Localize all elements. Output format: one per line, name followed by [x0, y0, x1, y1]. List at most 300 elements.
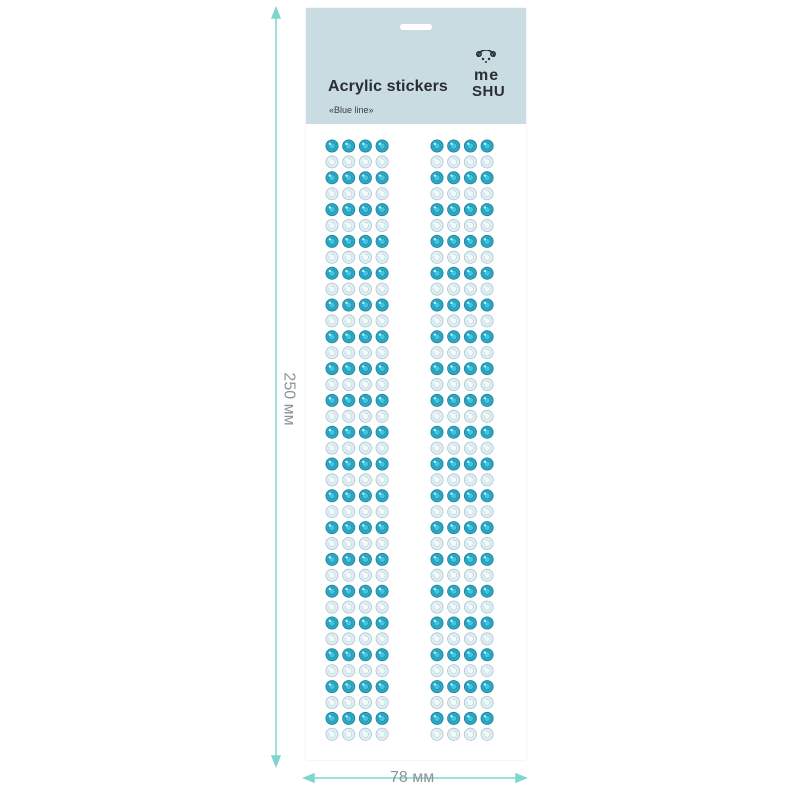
blue-gem [481, 204, 493, 216]
blue-gem [359, 363, 371, 375]
blue-gem [326, 331, 338, 343]
clear-gem [359, 347, 371, 359]
clear-gem [359, 442, 371, 454]
blue-gem [376, 553, 388, 565]
blue-gem [448, 712, 460, 724]
blue-gem [448, 585, 460, 597]
blue-gem [326, 585, 338, 597]
clear-gem [481, 251, 493, 263]
clear-gem [326, 156, 338, 168]
clear-gem [464, 251, 476, 263]
clear-gem [464, 696, 476, 708]
blue-gem [464, 585, 476, 597]
clear-gem [343, 569, 355, 581]
clear-gem [464, 410, 476, 422]
clear-gem [464, 506, 476, 518]
clear-gem [481, 410, 493, 422]
clear-gem [464, 283, 476, 295]
blue-gem [343, 426, 355, 438]
blue-gem [343, 140, 355, 152]
blue-gem [431, 140, 443, 152]
blue-gem [359, 458, 371, 470]
blue-gem [359, 490, 371, 502]
blue-gem [481, 172, 493, 184]
clear-gem [326, 537, 338, 549]
clear-gem [359, 219, 371, 231]
blue-gem [448, 204, 460, 216]
blue-gem [464, 204, 476, 216]
blue-gem [326, 140, 338, 152]
blue-gem [481, 331, 493, 343]
clear-gem [448, 506, 460, 518]
blue-gem [431, 458, 443, 470]
clear-gem [326, 601, 338, 613]
clear-gem [431, 474, 443, 486]
blue-gem [464, 267, 476, 279]
blue-gem [343, 553, 355, 565]
blue-gem [464, 331, 476, 343]
clear-gem [464, 156, 476, 168]
blue-gem [376, 267, 388, 279]
clear-gem [481, 665, 493, 677]
clear-gem [326, 251, 338, 263]
clear-gem [481, 442, 493, 454]
blue-gem [376, 712, 388, 724]
clear-gem [359, 474, 371, 486]
clear-gem [343, 378, 355, 390]
product-title: Acrylic stickers [328, 78, 448, 95]
clear-gem [343, 506, 355, 518]
blue-gem [431, 331, 443, 343]
blue-gem [326, 235, 338, 247]
clear-gem [326, 410, 338, 422]
blue-gem [376, 363, 388, 375]
blue-gem [448, 617, 460, 629]
blue-gem [343, 363, 355, 375]
clear-gem [343, 442, 355, 454]
blue-gem [481, 681, 493, 693]
clear-gem [464, 601, 476, 613]
blue-gem [343, 394, 355, 406]
clear-gem [431, 315, 443, 327]
clear-gem [359, 410, 371, 422]
clear-gem [431, 156, 443, 168]
blue-gem [448, 649, 460, 661]
blue-gem [343, 458, 355, 470]
clear-gem [464, 442, 476, 454]
blue-gem [376, 172, 388, 184]
blue-gem [448, 331, 460, 343]
clear-gem [376, 537, 388, 549]
clear-gem [481, 219, 493, 231]
clear-gem [464, 537, 476, 549]
blue-gem [448, 267, 460, 279]
clear-gem [343, 347, 355, 359]
blue-gem [431, 426, 443, 438]
clear-gem [376, 251, 388, 263]
blue-gem [481, 140, 493, 152]
blue-gem [464, 363, 476, 375]
clear-gem [464, 315, 476, 327]
blue-gem [359, 585, 371, 597]
clear-gem [376, 156, 388, 168]
clear-gem [431, 601, 443, 613]
blue-gem [448, 299, 460, 311]
blue-gem [481, 299, 493, 311]
clear-gem [448, 728, 460, 740]
blue-gem [431, 394, 443, 406]
blue-gem [376, 331, 388, 343]
blue-gem [464, 522, 476, 534]
blue-gem [431, 617, 443, 629]
blue-gem [431, 363, 443, 375]
clear-gem [343, 219, 355, 231]
clear-gem [376, 728, 388, 740]
clear-gem [464, 219, 476, 231]
blue-gem [376, 617, 388, 629]
blue-gem [359, 649, 371, 661]
blue-gem [431, 235, 443, 247]
blue-gem [343, 522, 355, 534]
clear-gem [359, 537, 371, 549]
clear-gem [343, 410, 355, 422]
blue-gem [343, 617, 355, 629]
clear-gem [326, 219, 338, 231]
blue-gem [431, 585, 443, 597]
clear-gem [481, 283, 493, 295]
blue-gem [481, 394, 493, 406]
blue-gem [448, 681, 460, 693]
clear-gem [326, 696, 338, 708]
clear-gem [326, 506, 338, 518]
clear-gem [481, 378, 493, 390]
clear-gem [448, 410, 460, 422]
clear-gem [376, 378, 388, 390]
blue-gem [326, 522, 338, 534]
clear-gem [359, 188, 371, 200]
clear-gem [481, 537, 493, 549]
blue-gem [464, 553, 476, 565]
blue-gem [359, 172, 371, 184]
clear-gem [326, 378, 338, 390]
blue-gem [448, 363, 460, 375]
blue-gem [376, 426, 388, 438]
clear-gem [481, 347, 493, 359]
clear-gem [481, 601, 493, 613]
clear-gem [376, 506, 388, 518]
clear-gem [376, 283, 388, 295]
clear-gem [481, 633, 493, 645]
blue-gem [359, 617, 371, 629]
product-subtitle: «Blue line» [329, 105, 374, 115]
clear-gem [448, 347, 460, 359]
clear-gem [448, 251, 460, 263]
clear-gem [481, 156, 493, 168]
clear-gem [326, 283, 338, 295]
clear-gem [359, 315, 371, 327]
clear-gem [431, 347, 443, 359]
clear-gem [376, 219, 388, 231]
blue-gem [464, 490, 476, 502]
clear-gem [431, 442, 443, 454]
clear-gem [343, 474, 355, 486]
clear-gem [326, 728, 338, 740]
clear-gem [481, 188, 493, 200]
clear-gem [376, 188, 388, 200]
clear-gem [326, 188, 338, 200]
blue-gem [343, 681, 355, 693]
blue-gem [326, 204, 338, 216]
height-dimension-label: 250 мм [280, 372, 298, 426]
blue-gem [359, 522, 371, 534]
blue-gem [376, 299, 388, 311]
clear-gem [326, 633, 338, 645]
blue-gem [464, 394, 476, 406]
clear-gem [343, 728, 355, 740]
blue-gem [448, 458, 460, 470]
blue-gem [359, 681, 371, 693]
blue-gem [343, 204, 355, 216]
clear-gem [359, 156, 371, 168]
blue-gem [326, 172, 338, 184]
blue-gem [376, 458, 388, 470]
blue-gem [481, 553, 493, 565]
clear-gem [464, 569, 476, 581]
clear-gem [343, 696, 355, 708]
blue-gem [431, 649, 443, 661]
clear-gem [343, 251, 355, 263]
blue-gem [448, 522, 460, 534]
blue-gem [343, 172, 355, 184]
blue-gem [343, 585, 355, 597]
clear-gem [326, 569, 338, 581]
clear-gem [448, 442, 460, 454]
blue-gem [464, 458, 476, 470]
clear-gem [359, 665, 371, 677]
blue-gem [376, 235, 388, 247]
clear-gem [464, 728, 476, 740]
clear-gem [464, 347, 476, 359]
clear-gem [343, 315, 355, 327]
clear-gem [376, 665, 388, 677]
clear-gem [431, 728, 443, 740]
blue-gem [448, 490, 460, 502]
clear-gem [481, 506, 493, 518]
brand-shu: SHU [472, 83, 506, 100]
clear-gem [464, 633, 476, 645]
blue-gem [359, 553, 371, 565]
blue-gem [359, 394, 371, 406]
blue-gem [481, 649, 493, 661]
clear-gem [431, 283, 443, 295]
blue-gem [481, 458, 493, 470]
blue-gem [326, 426, 338, 438]
blue-gem [431, 522, 443, 534]
clear-gem [448, 537, 460, 549]
blue-gem [481, 363, 493, 375]
blue-gem [464, 681, 476, 693]
clear-gem [343, 633, 355, 645]
blue-gem [326, 299, 338, 311]
blue-gem [448, 553, 460, 565]
clear-gem [431, 378, 443, 390]
blue-gem [464, 617, 476, 629]
blue-gem [376, 394, 388, 406]
blue-gem [464, 299, 476, 311]
blue-gem [359, 299, 371, 311]
blue-gem [431, 267, 443, 279]
clear-gem [431, 665, 443, 677]
blue-gem [376, 490, 388, 502]
clear-gem [481, 569, 493, 581]
blue-gem [326, 267, 338, 279]
blue-gem [359, 331, 371, 343]
clear-gem [448, 569, 460, 581]
blue-gem [431, 299, 443, 311]
blue-gem [481, 617, 493, 629]
clear-gem [376, 696, 388, 708]
blue-gem [359, 204, 371, 216]
clear-gem [448, 219, 460, 231]
clear-gem [359, 728, 371, 740]
clear-gem [359, 633, 371, 645]
clear-gem [481, 315, 493, 327]
blue-gem [326, 617, 338, 629]
clear-gem [448, 696, 460, 708]
clear-gem [376, 315, 388, 327]
clear-gem [376, 601, 388, 613]
clear-gem [464, 474, 476, 486]
blue-gem [431, 553, 443, 565]
blue-gem [343, 712, 355, 724]
clear-gem [481, 474, 493, 486]
blue-gem [448, 235, 460, 247]
clear-gem [448, 665, 460, 677]
clear-gem [431, 219, 443, 231]
blue-gem [431, 204, 443, 216]
blue-gem [481, 712, 493, 724]
blue-gem [326, 649, 338, 661]
clear-gem [431, 188, 443, 200]
blue-gem [448, 394, 460, 406]
blue-gem [448, 172, 460, 184]
blue-gem [359, 235, 371, 247]
clear-gem [431, 251, 443, 263]
clear-gem [343, 156, 355, 168]
clear-gem [431, 506, 443, 518]
clear-gem [431, 410, 443, 422]
blue-gem [343, 235, 355, 247]
blue-gem [376, 204, 388, 216]
blue-gem [448, 140, 460, 152]
clear-gem [376, 410, 388, 422]
blue-gem [376, 522, 388, 534]
blue-gem [343, 299, 355, 311]
clear-gem [343, 537, 355, 549]
clear-gem [448, 378, 460, 390]
clear-gem [343, 601, 355, 613]
clear-gem [376, 474, 388, 486]
blue-gem [359, 426, 371, 438]
blue-gem [326, 553, 338, 565]
clear-gem [464, 188, 476, 200]
blue-gem [464, 426, 476, 438]
blue-gem [481, 267, 493, 279]
clear-gem [448, 315, 460, 327]
blue-gem [481, 522, 493, 534]
clear-gem [359, 696, 371, 708]
clear-gem [326, 665, 338, 677]
clear-gem [359, 251, 371, 263]
blue-gem [431, 490, 443, 502]
clear-gem [326, 347, 338, 359]
clear-gem [448, 188, 460, 200]
blue-gem [326, 681, 338, 693]
blue-gem [481, 585, 493, 597]
clear-gem [326, 315, 338, 327]
clear-gem [448, 633, 460, 645]
blue-gem [326, 458, 338, 470]
blue-gem [326, 394, 338, 406]
blue-gem [343, 649, 355, 661]
blue-gem [376, 681, 388, 693]
clear-gem [448, 601, 460, 613]
clear-gem [481, 728, 493, 740]
blue-gem [359, 140, 371, 152]
clear-gem [359, 569, 371, 581]
clear-gem [326, 474, 338, 486]
blue-gem [326, 490, 338, 502]
clear-gem [359, 283, 371, 295]
clear-gem [376, 633, 388, 645]
clear-gem [448, 156, 460, 168]
clear-gem [431, 633, 443, 645]
clear-gem [376, 569, 388, 581]
blue-gem [431, 712, 443, 724]
blue-gem [464, 235, 476, 247]
blue-gem [343, 331, 355, 343]
clear-gem [464, 378, 476, 390]
clear-gem [448, 283, 460, 295]
blue-gem [481, 426, 493, 438]
clear-gem [343, 283, 355, 295]
blue-gem [343, 267, 355, 279]
blue-gem [326, 712, 338, 724]
clear-gem [326, 442, 338, 454]
width-dimension-label: 78 мм [390, 769, 435, 786]
brand-me: me [474, 67, 500, 84]
clear-gem [359, 378, 371, 390]
blue-gem [431, 172, 443, 184]
blue-gem [481, 490, 493, 502]
blue-gem [464, 172, 476, 184]
clear-gem [431, 696, 443, 708]
clear-gem [464, 665, 476, 677]
clear-gem [431, 537, 443, 549]
blue-gem [448, 426, 460, 438]
blue-gem [481, 235, 493, 247]
blue-gem [464, 649, 476, 661]
blue-gem [343, 490, 355, 502]
blue-gem [464, 712, 476, 724]
blue-gem [431, 681, 443, 693]
blue-gem [376, 649, 388, 661]
clear-gem [376, 347, 388, 359]
clear-gem [448, 474, 460, 486]
clear-gem [359, 601, 371, 613]
blue-gem [376, 585, 388, 597]
blue-gem [359, 712, 371, 724]
